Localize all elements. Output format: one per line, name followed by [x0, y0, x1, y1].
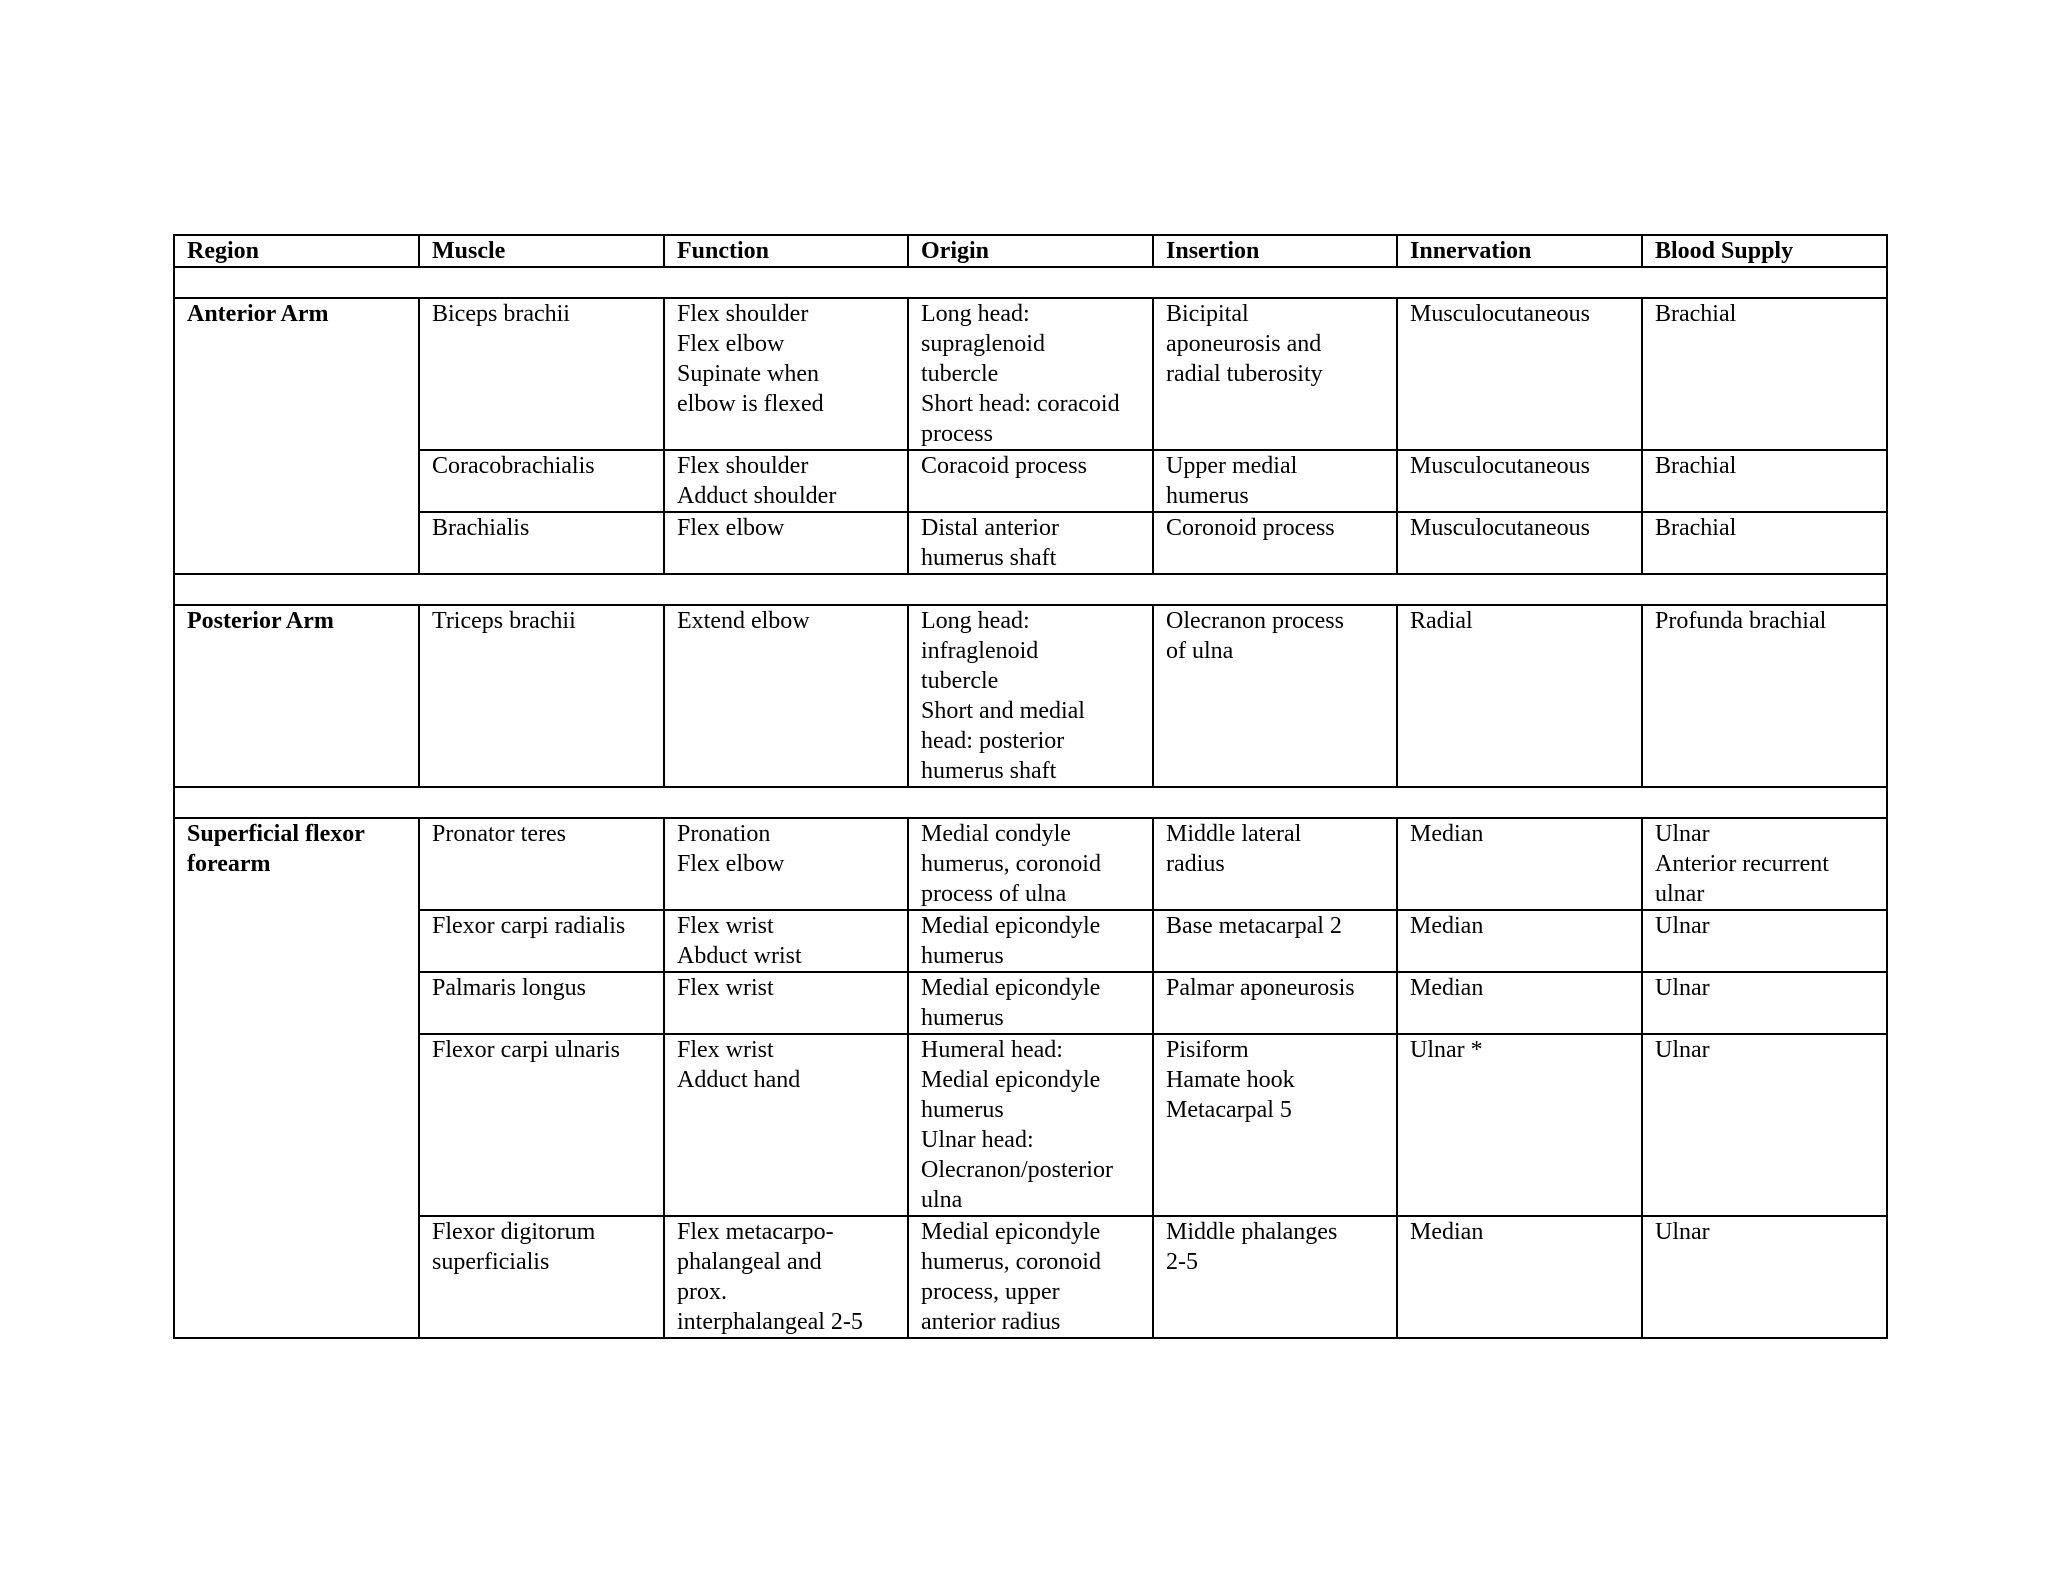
muscle-cell: Flexor carpi radialis	[419, 910, 664, 972]
innervation-cell: Median	[1397, 910, 1642, 972]
muscle-cell: Flexor carpi ulnaris	[419, 1034, 664, 1216]
blood-supply-cell: Brachial	[1642, 512, 1887, 574]
table-row	[174, 450, 1887, 512]
origin-cell: Humeral head: Medial epicondyle humerus Ulnar head: Olecranon/posterior ulna	[908, 1034, 1153, 1216]
function-cell: Flex metacarpo- phalangeal and prox. interphalangeal 2-5	[664, 1216, 908, 1338]
muscle-cell: Palmaris longus	[419, 972, 664, 1034]
blood-supply-cell: Profunda brachial	[1642, 605, 1887, 787]
function-cell: Extend elbow	[664, 605, 908, 787]
innervation-cell: Median	[1397, 1216, 1642, 1338]
blood-supply-cell: Ulnar	[1642, 910, 1887, 972]
insertion-cell: Bicipital aponeurosis and radial tuberosity	[1153, 298, 1397, 450]
header-innervation: Innervation	[1397, 235, 1642, 267]
table-row	[174, 512, 1887, 574]
origin-cell: Coracoid process	[908, 450, 1153, 512]
origin-cell: Medial epicondyle humerus, coronoid process, upper anterior radius	[908, 1216, 1153, 1338]
innervation-cell: Ulnar *	[1397, 1034, 1642, 1216]
header-row	[174, 235, 1887, 267]
section-spacer-cell	[174, 787, 1887, 818]
blood-supply-cell: Ulnar	[1642, 1216, 1887, 1338]
function-cell: Flex wrist	[664, 972, 908, 1034]
function-cell: Flex wrist Abduct wrist	[664, 910, 908, 972]
innervation-cell: Median	[1397, 818, 1642, 910]
header-origin: Origin	[908, 235, 1153, 267]
region-cell: Anterior Arm	[174, 298, 419, 574]
blood-supply-cell: Brachial	[1642, 298, 1887, 450]
insertion-cell: Middle lateral radius	[1153, 818, 1397, 910]
header-region: Region	[174, 235, 419, 267]
section-spacer-cell	[174, 267, 1887, 298]
innervation-cell: Musculocutaneous	[1397, 512, 1642, 574]
muscle-cell: Flexor digitorum superficialis	[419, 1216, 664, 1338]
header-blood-supply: Blood Supply	[1642, 235, 1887, 267]
origin-cell: Long head: supraglenoid tubercle Short head: coracoid process	[908, 298, 1153, 450]
header-muscle: Muscle	[419, 235, 664, 267]
blood-supply-cell: Brachial	[1642, 450, 1887, 512]
innervation-cell: Radial	[1397, 605, 1642, 787]
origin-cell: Distal anterior humerus shaft	[908, 512, 1153, 574]
function-cell: Flex elbow	[664, 512, 908, 574]
function-cell: Flex wrist Adduct hand	[664, 1034, 908, 1216]
muscle-cell: Pronator teres	[419, 818, 664, 910]
section-spacer-row	[174, 787, 1887, 818]
function-cell: Flex shoulder Flex elbow Supinate when elbow is flexed	[664, 298, 908, 450]
header-function: Function	[664, 235, 908, 267]
table-row	[174, 1216, 1887, 1338]
table-row	[174, 818, 1887, 910]
function-cell: Pronation Flex elbow	[664, 818, 908, 910]
section-spacer-row	[174, 267, 1887, 298]
table-row	[174, 605, 1887, 787]
table-body	[174, 267, 1887, 1338]
table-row	[174, 972, 1887, 1034]
table-row	[174, 298, 1887, 450]
insertion-cell: Base metacarpal 2	[1153, 910, 1397, 972]
function-cell: Flex shoulder Adduct shoulder	[664, 450, 908, 512]
insertion-cell: Upper medial humerus	[1153, 450, 1397, 512]
origin-cell: Medial epicondyle humerus	[908, 910, 1153, 972]
insertion-cell: Olecranon process of ulna	[1153, 605, 1397, 787]
origin-cell: Medial epicondyle humerus	[908, 972, 1153, 1034]
table-row	[174, 910, 1887, 972]
blood-supply-cell: Ulnar	[1642, 1034, 1887, 1216]
section-spacer-cell	[174, 574, 1887, 605]
innervation-cell: Musculocutaneous	[1397, 450, 1642, 512]
origin-cell: Long head: infraglenoid tubercle Short and medial head: posterior humerus shaft	[908, 605, 1153, 787]
blood-supply-cell: Ulnar	[1642, 972, 1887, 1034]
muscle-cell: Biceps brachii	[419, 298, 664, 450]
insertion-cell: Pisiform Hamate hook Metacarpal 5	[1153, 1034, 1397, 1216]
origin-cell: Medial condyle humerus, coronoid process of ulna	[908, 818, 1153, 910]
muscle-cell: Triceps brachii	[419, 605, 664, 787]
region-cell: Superficial flexor forearm	[174, 818, 419, 1338]
muscle-cell: Coracobrachialis	[419, 450, 664, 512]
insertion-cell: Palmar aponeurosis	[1153, 972, 1397, 1034]
insertion-cell: Coronoid process	[1153, 512, 1397, 574]
table-row	[174, 1034, 1887, 1216]
muscle-reference-table	[173, 234, 1888, 1339]
region-cell: Posterior Arm	[174, 605, 419, 787]
blood-supply-cell: Ulnar Anterior recurrent ulnar	[1642, 818, 1887, 910]
muscle-cell: Brachialis	[419, 512, 664, 574]
innervation-cell: Musculocutaneous	[1397, 298, 1642, 450]
innervation-cell: Median	[1397, 972, 1642, 1034]
section-spacer-row	[174, 574, 1887, 605]
header-insertion: Insertion	[1153, 235, 1397, 267]
insertion-cell: Middle phalanges 2-5	[1153, 1216, 1397, 1338]
